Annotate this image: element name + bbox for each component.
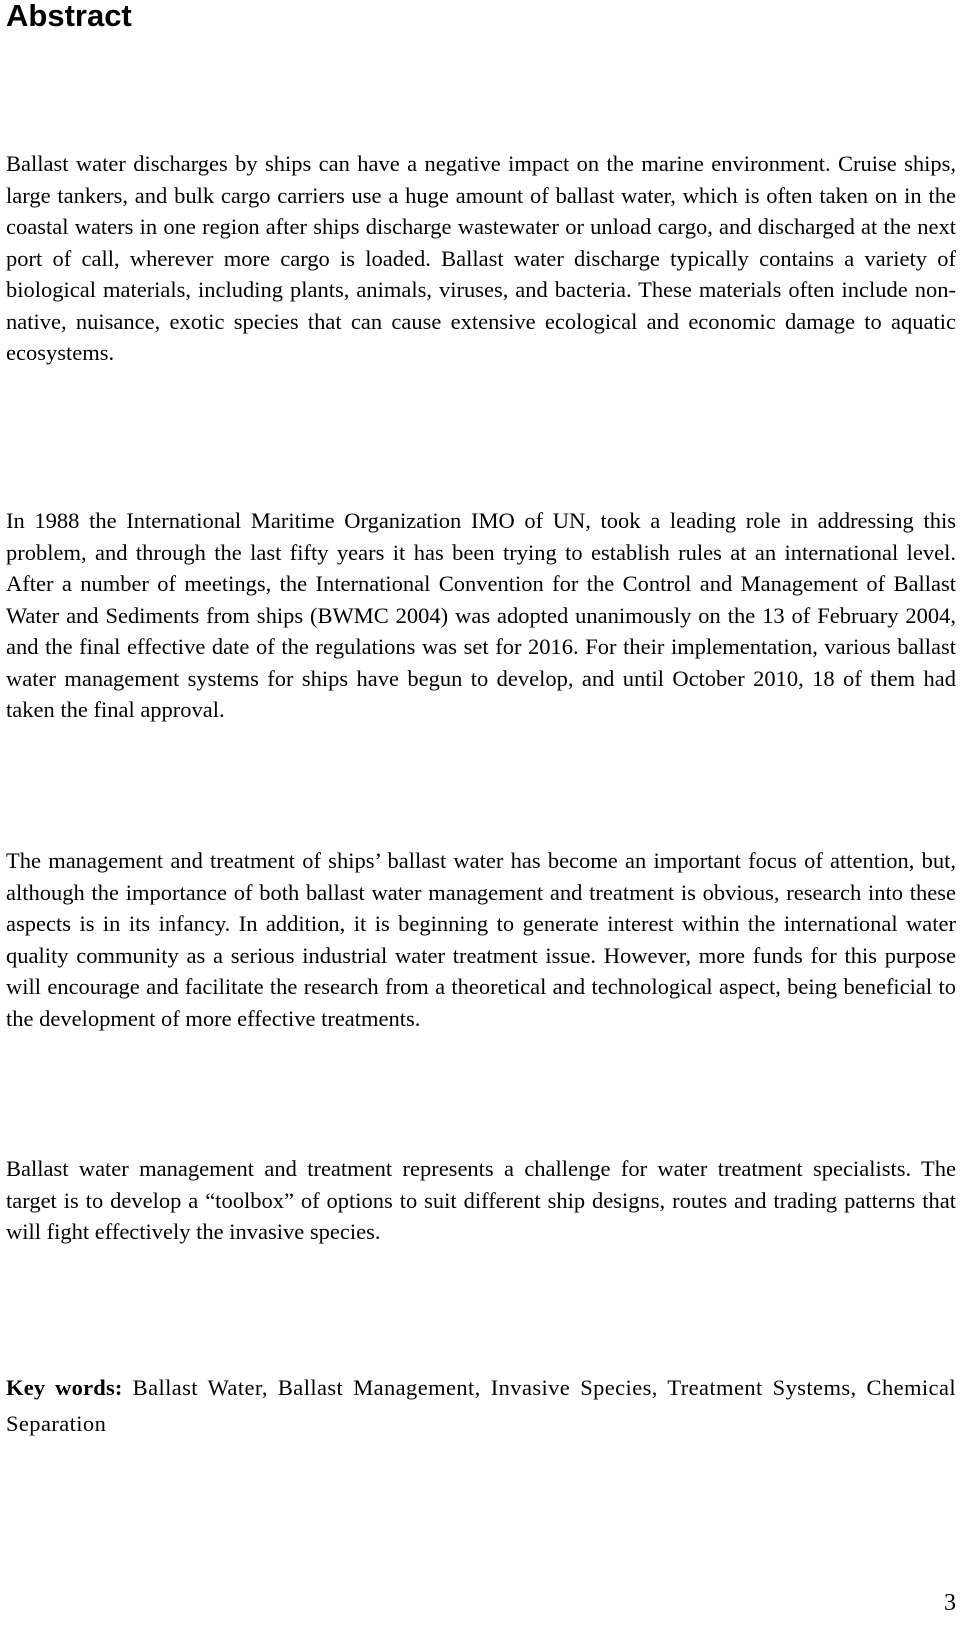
keywords-text: Ballast Water, Ballast Management, Invasive Species, Treatment Systems, Chemical Separation [6, 1375, 956, 1436]
abstract-paragraph-4: Ballast water management and treatment represents a challenge for water treatment specialists. The target is to develop a “toolbox” of options to suit different ship designs, routes and trading patterns that will fight effectively the invasive species. [6, 1156, 956, 1244]
abstract-paragraph-1: Ballast water discharges by ships can have a negative impact on the marine environment. Cruise ships, large tankers, and bulk cargo carriers use a huge amount of ballast water, which is often taken on in the coastal waters in one region after ships discharge wastewater or unload cargo, and discharged at the next port of call, wherever more cargo is loaded. Ballast water discharge typically contains a variety of biological materials, including plants, animals, viruses, and bacteria. These materials often include non-native, nuisance, exotic species that can cause extensive ecological and economic damage to aquatic ecosystems. [6, 151, 956, 365]
keywords-label: Key words: [6, 1375, 123, 1400]
abstract-heading: Abstract [6, 0, 132, 33]
abstract-paragraph-3: The management and treatment of ships’ ballast water has become an important focus of attention, but, although the importance of both ballast water management and treatment is obvious, research into these aspects is in its infancy. In addition, it is beginning to generate interest within the international water quality community as a serious industrial water treatment issue. However, more funds for this purpose will encourage and facilitate the research from a theoretical and technological aspect, being beneficial to the development of more effective treatments. [6, 848, 956, 1031]
keywords-line [6, 1370, 956, 1442]
abstract-paragraph-2: In 1988 the International Maritime Organization IMO of UN, took a leading role in addressing this problem, and through the last fifty years it has been trying to establish rules at an international level. After a number of meetings, the International Convention for the Control and Management of Ballast Water and Sediments from ships (BWMC 2004) was adopted unanimously on the 13 of February 2004, and the final effective date of the regulations was set for 2016. For their implementation, various ballast water management systems for ships have begun to develop, and until October 2010, 18 of them had taken the final approval. [6, 508, 956, 722]
page-number: 3 [944, 1590, 956, 1616]
